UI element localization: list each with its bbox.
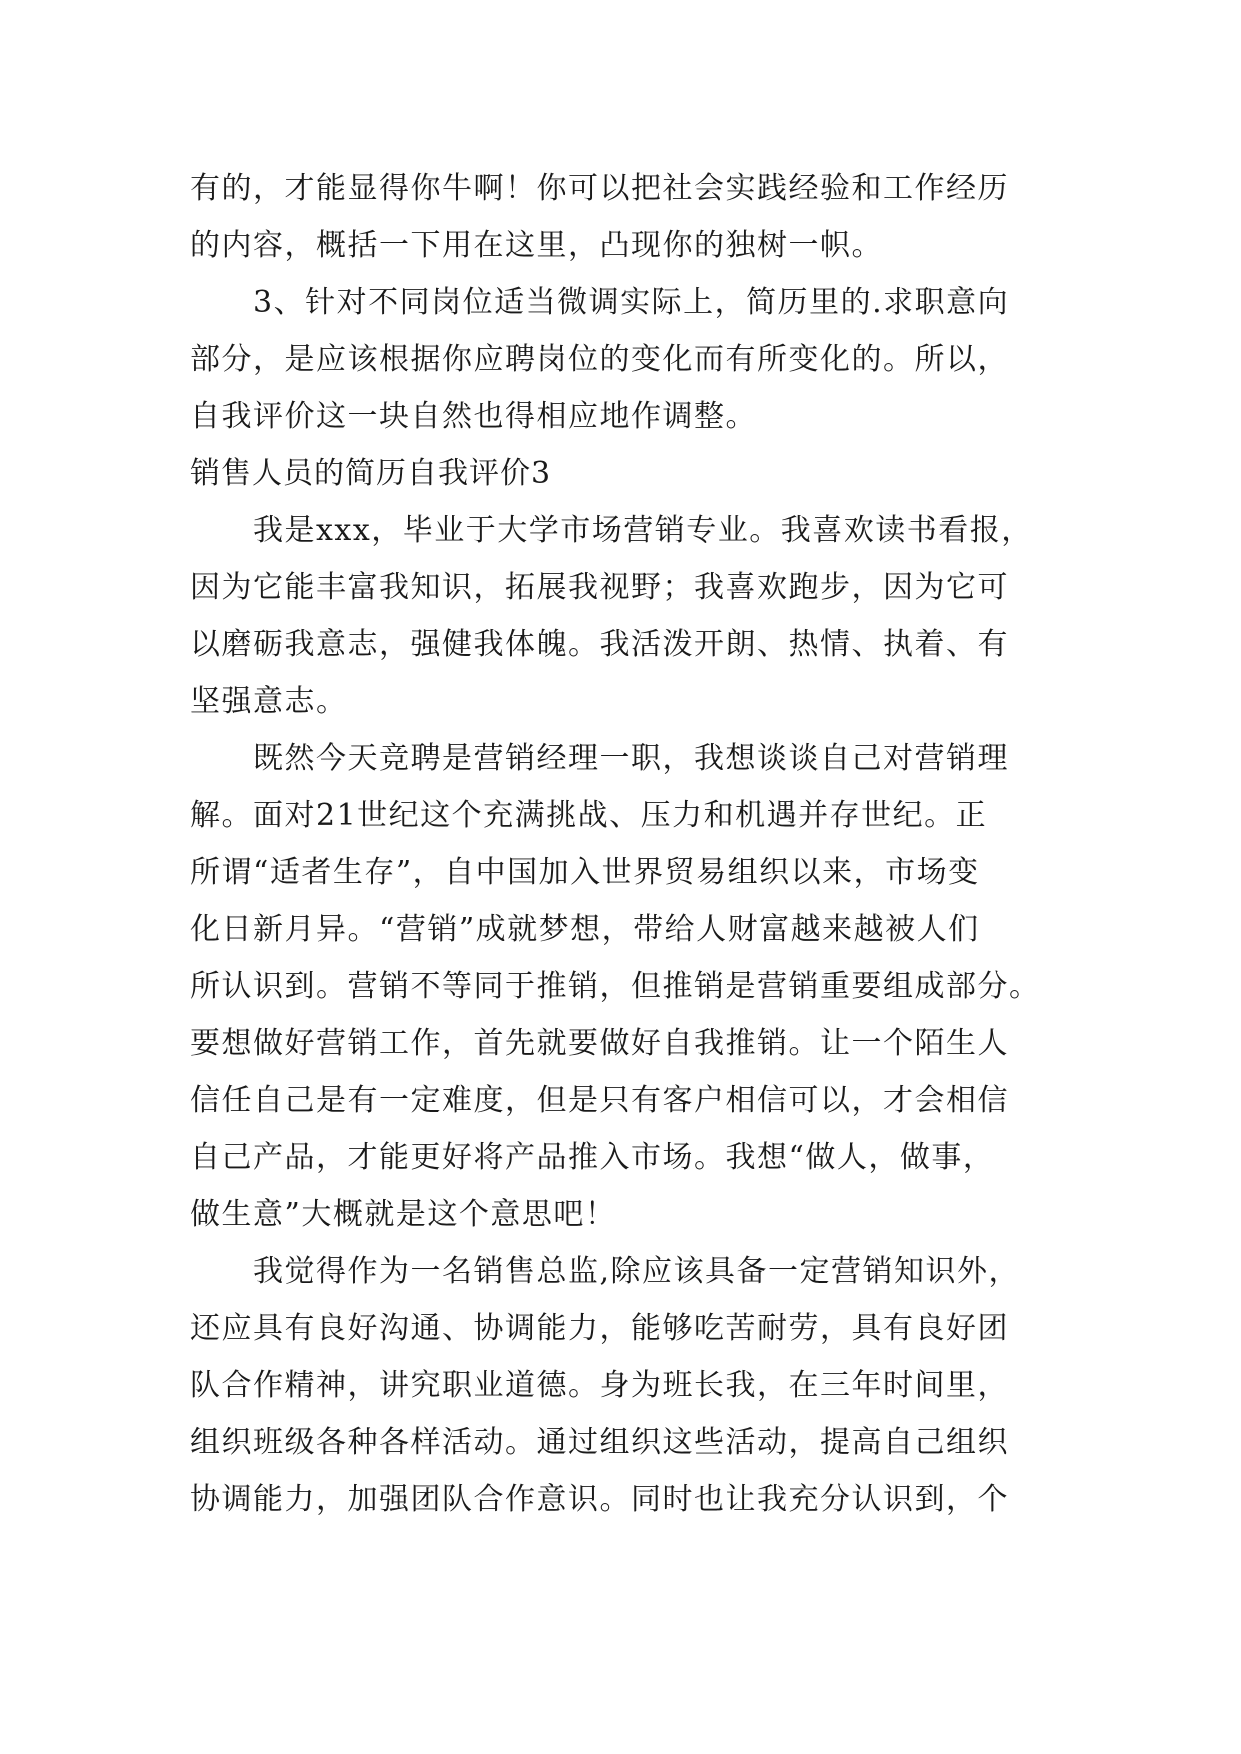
text-line: 以磨砺我意志，强健我体魄。我活泼开朗、热情、执着、有 [190,627,1009,662]
text-line: 的内容，概括一下用在这里，凸现你的独树一帜。 [190,228,883,263]
text-line: 有的，才能显得你牛啊！你可以把社会实践经验和工作经历 [190,171,1009,206]
text-line: 既然今天竞聘是营销经理一职，我想谈谈自己对营销理 [190,741,1009,776]
text-line: 信任自己是有一定难度，但是只有客户相信可以，才会相信 [190,1083,1009,1118]
text-line: 自我评价这一块自然也得相应地作调整。 [190,399,757,434]
text-line: 协调能力，加强团队合作意识。同时也让我充分认识到，个 [190,1482,1009,1517]
text-line: 3、针对不同岗位适当微调实际上，简历里的.求职意向 [190,285,1010,320]
text-line: 组织班级各种各样活动。通过组织这些活动，提高自己组织 [190,1425,1009,1460]
text-line: 所认识到。营销不等同于推销，但推销是营销重要组成部分。 [190,969,1041,1004]
text-line: 因为它能丰富我知识，拓展我视野；我喜欢跑步，因为它可 [190,570,1009,605]
text-line: 我是xxx，毕业于大学市场营销专业。我喜欢读书看报， [190,513,1033,548]
text-line: 所谓“适者生存”，自中国加入世界贸易组织以来，市场变 [190,855,980,890]
text-line: 做生意”大概就是这个意思吧！ [190,1197,617,1232]
text-line: 部分，是应该根据你应聘岗位的变化而有所变化的。所以， [190,342,1009,377]
text-line: 解。面对21世纪这个充满挑战、压力和机遇并存世纪。正 [190,798,988,833]
text-line: 我觉得作为一名销售总监,除应该具备一定营销知识外， [190,1254,1021,1289]
text-line: 自己产品，才能更好将产品推入市场。我想“做人，做事， [190,1140,995,1175]
text-line: 坚强意志。 [190,684,348,719]
text-line: 化日新月异。“营销”成就梦想，带给人财富越来越被人们 [190,912,980,947]
document-body [190,160,1060,1528]
text-line: 还应具有良好沟通、协调能力，能够吃苦耐劳，具有良好团 [190,1311,1009,1346]
section-heading: 销售人员的简历自我评价3 [190,456,552,491]
text-line: 队合作精神，讲究职业道德。身为班长我，在三年时间里， [190,1368,1009,1403]
text-line: 要想做好营销工作，首先就要做好自我推销。让一个陌生人 [190,1026,1009,1061]
